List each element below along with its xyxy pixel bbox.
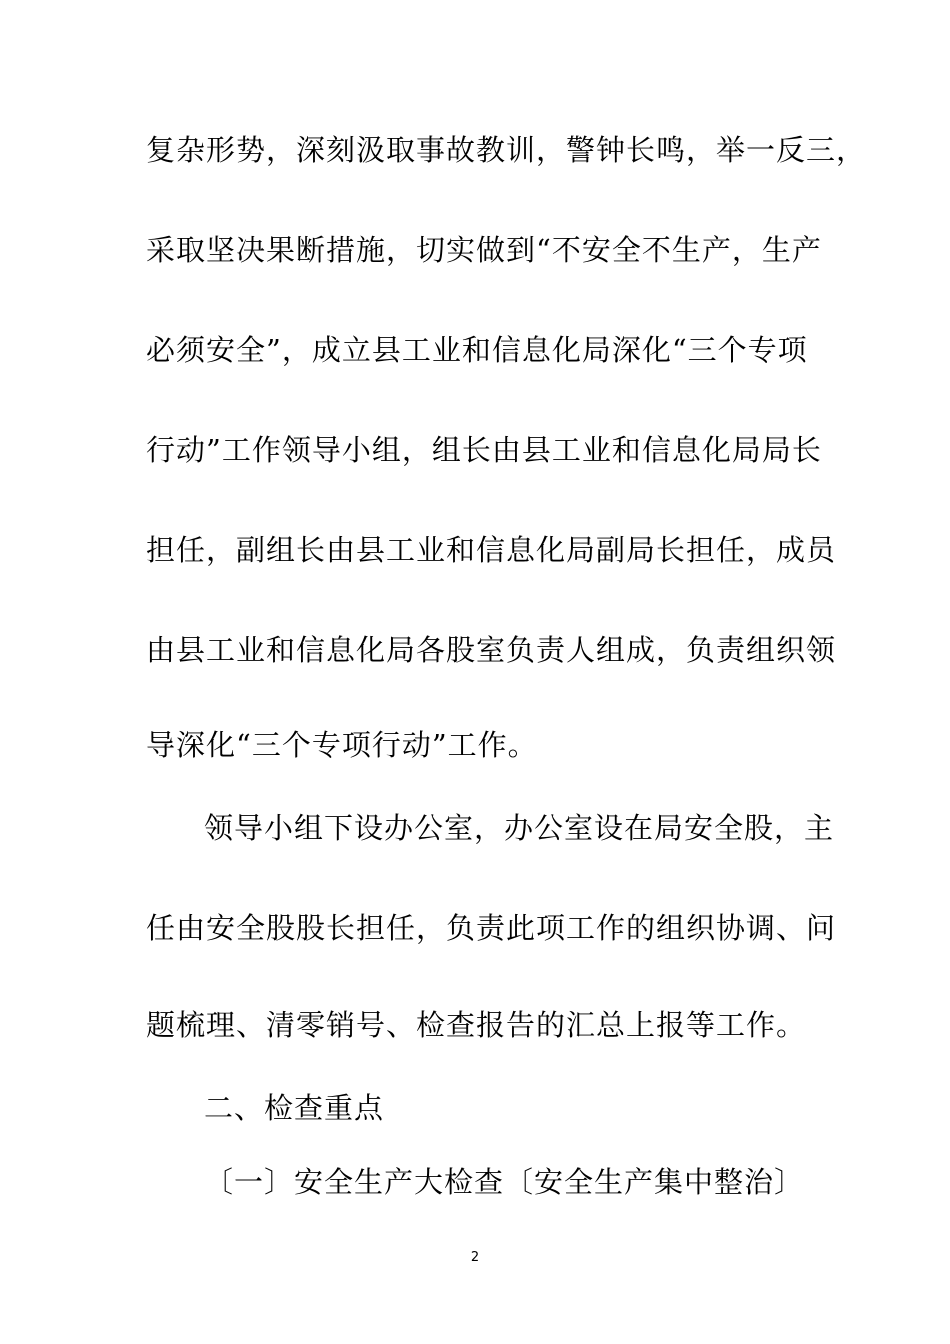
subsection-heading: 〔一〕安全生产大检查〔安全生产集中整治〕 [204, 1165, 805, 1199]
paragraph-line: 行动”工作领导小组，组长由县工业和信息化局局长 [146, 433, 822, 467]
paragraph-line: 担任，副组长由县工业和信息化局副局长担任，成员 [146, 533, 837, 567]
paragraph-line: 任由安全股股长担任，负责此项工作的组织协调、问 [146, 911, 837, 945]
paragraph-line: 复杂形势，深刻汲取事故教训，警钟长鸣，举一反三， [146, 133, 867, 167]
paragraph-line: 导深化“三个专项行动”工作。 [146, 728, 538, 762]
paragraph-line-indented: 领导小组下设办公室，办公室设在局安全股，主 [204, 811, 835, 845]
section-heading: 二、检查重点 [204, 1091, 385, 1125]
paragraph-line: 题梳理、清零销号、检查报告的汇总上报等工作。 [146, 1008, 807, 1042]
paragraph-line: 采取坚决果断措施，切实做到“不安全不生产，生产 [146, 233, 822, 267]
paragraph-line: 由县工业和信息化局各股室负责人组成，负责组织领 [146, 633, 837, 667]
page-number: 2 [470, 1250, 480, 1265]
paragraph-line: 必须安全”，成立县工业和信息化局深化“三个专项 [146, 333, 808, 367]
